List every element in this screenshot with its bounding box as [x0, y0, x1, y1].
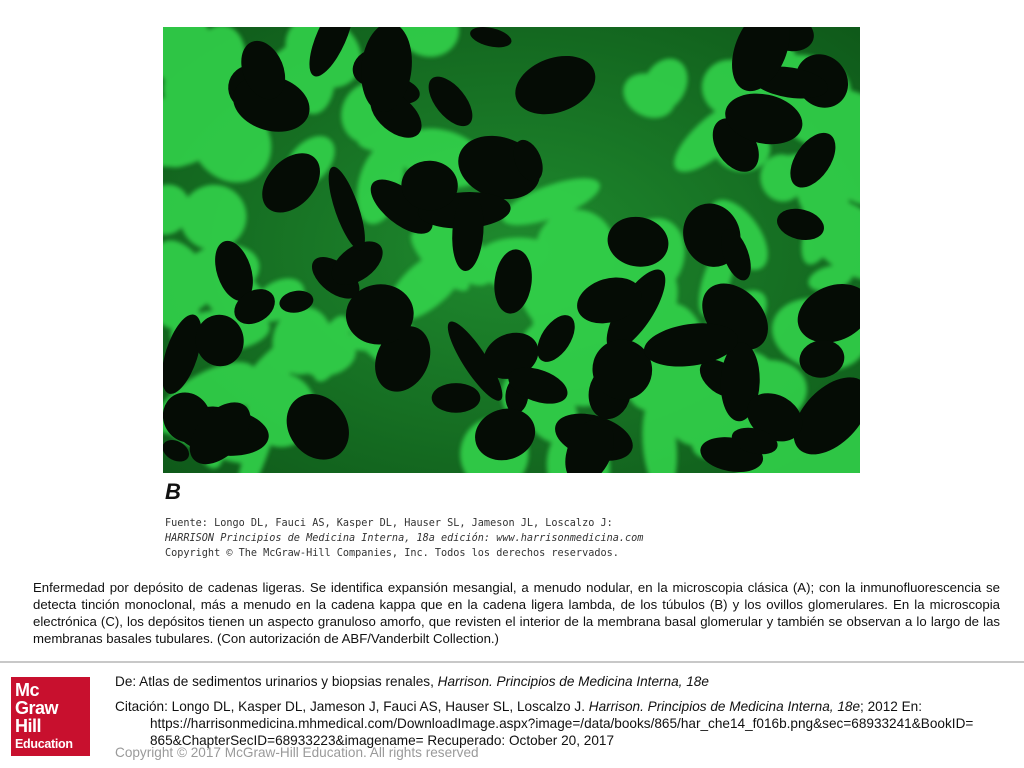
from-title: Harrison. Principios de Medicina Interna, 18e [437, 674, 709, 689]
citation-suffix: ; 2012 En: [860, 699, 922, 714]
micrograph-image [163, 27, 860, 473]
citation-url-line-2: 865&ChapterSecID=68933223&imagename= Recuperado: October 20, 2017 [150, 733, 615, 748]
source-attribution [115, 673, 1015, 690]
figure-caption: Enfermedad por depósito de cadenas ligeras. Se identifica expansión mesangial, a menudo nodular, en la microscopia clásica (A); con la inmunofluorescencia se detecta tinción monoclonal, más a menudo en la cadena kappa que en la cadena ligera lambda, de los túbulos (B) y los ovillos glomerulares. En la microscopia electrónica (C), los depósitos tienen un aspecto granuloso amorfo, que revisten el interior de la membrana basal glomerular y también se observan a lo largo de las membranas basales tubulares. (Con autorización de ABF/Vanderbilt Collection.) [33, 580, 1000, 646]
logo-text-education: Education [15, 737, 73, 751]
logo-text-hill: Hill [15, 716, 42, 736]
footer-divider [0, 661, 1024, 663]
citation [115, 698, 1015, 715]
citation-prefix: Citación: Longo DL, Kasper DL, Jameson J, Fauci AS, Hauser SL, Loscalzo J. [115, 699, 589, 714]
panel-label: B [165, 479, 181, 504]
from-prefix: De: Atlas de sedimentos urinarios y biopsias renales, [115, 674, 438, 689]
source-line-2: HARRISON Principios de Medicina Interna, 18a edición: www.harrisonmedicina.com [165, 533, 644, 544]
source-line-1: Fuente: Longo DL, Fauci AS, Kasper DL, Hauser SL, Jameson JL, Loscalzo J: [165, 518, 613, 529]
source-line-3: Copyright © The McGraw-Hill Companies, Inc. Todos los derechos reservados. [165, 548, 619, 559]
mcgraw-hill-logo [11, 677, 90, 756]
figure-source [165, 516, 855, 561]
citation-url-line-1[interactable]: https://harrisonmedicina.mhmedical.com/DownloadImage.aspx?image=/data/books/865/har_che14_f016b.png&sec=68933241&BookID= [150, 716, 974, 731]
immunofluorescence-micrograph [163, 27, 860, 473]
reference-block [115, 673, 1015, 749]
copyright-notice: Copyright © 2017 McGraw-Hill Education. All rights reserved [115, 745, 479, 760]
figure [163, 27, 860, 564]
citation-title: Harrison. Principios de Medicina Interna, 18e [588, 699, 861, 714]
logo-text-graw: Graw [15, 698, 59, 718]
logo-text-mc: Mc [15, 680, 40, 700]
dark-lumen [432, 383, 481, 413]
